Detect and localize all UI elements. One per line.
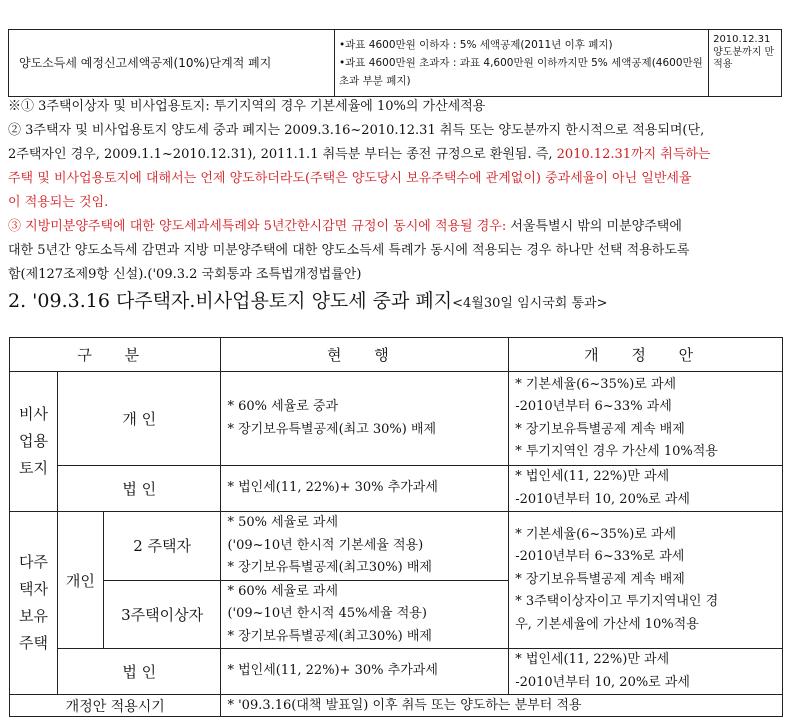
multi-label-3: 보유 (18, 607, 48, 625)
text-line: * 3주택이상자이고 투기지역내인 경 (515, 594, 719, 610)
text-line: * 기본세율(6~35%)로 과세 (515, 376, 677, 392)
land-category-label (10, 372, 58, 512)
apply-timing-text (221, 695, 783, 717)
tax-credit-detail (334, 30, 708, 97)
land-individual-current (221, 372, 509, 466)
land-label-1: 비사 (18, 405, 48, 423)
note-2-line-4: 이 적용되는 것임. (8, 195, 109, 210)
text-line: -2010년부터 6~33% 과세 (515, 399, 672, 414)
text-line: ('09~10년 한시적 기본세율 적용) (227, 537, 424, 553)
text-line: * 투기지역인 경우 가산세 10%적용 (515, 444, 718, 459)
detail-line-1: •과표 4600만원 이하자 : 5% 세액공제(2011년 이후 폐지) (338, 39, 613, 51)
tax-credit-table (8, 29, 782, 97)
personal-label: 개인 (57, 512, 103, 649)
note-3-line-2: 대한 5년간 양도소득세 감면과 지방 미분양주택에 대한 양도소득세 특례가 동시에 적용되는 경우 하나만 선택 적용하도록 (8, 243, 690, 258)
note-2-line-3: 주택 및 비사업용토지에 대해서는 언제 양도하더라도(주택은 양도당시 보유주택수에 관계없이) 중과세율이 아닌 일반세율 (8, 171, 692, 186)
text-line: 우, 기본세율에 가산세 10%적용 (515, 616, 699, 632)
note-3-text: 서울특별시 밖의 미분양주택에 (510, 219, 682, 234)
text-line: * 50% 세율로 과세 (227, 515, 339, 530)
multi-label-4: 주택 (18, 634, 48, 652)
land-corporate-current (221, 466, 509, 512)
text-line: * 장기보유특별공제(최고30%) 배제 (227, 560, 432, 575)
header-category: 구 분 (10, 338, 221, 372)
land-corporate-label: 법 인 (57, 466, 221, 512)
note-2-line-1: ② 3주택자 및 비사업용토지 양도세 중과 폐지는 2009.3.16~2010.12.31 취득 또는 양도분까지 한시적으로 적용되며(단, (8, 123, 705, 138)
multi-label-2: 택자 (18, 580, 48, 598)
note-3-line-3: 함(제127조제9항 신설).('09.3.2 국회통과 조특법개정법률안) (8, 267, 362, 282)
text-line: * 장기보유특별공제(최고30%) 배제 (227, 628, 432, 644)
apply-timing-label: 개정안 적용시기 (10, 695, 221, 717)
land-individual-revised (509, 372, 783, 466)
tax-credit-date-note: 2010.12.31 양도분까지 만 적용 (709, 30, 782, 97)
three-house-current (221, 580, 509, 649)
text-line: * 장기보유특별공제(최고 30%) 배제 (227, 421, 437, 437)
text-line: * 기본세율(6~35%)로 과세 (515, 526, 677, 542)
detail-line-2: •과표 4600만원 초과자 : 과표 4,600만원 이하까지만 5% 세액공제(4600만원 초과 부분 폐지) (338, 57, 703, 87)
note-2-line-2 (8, 143, 784, 167)
two-house-current (221, 512, 509, 581)
text-line: * 장기보유특별공제 계속 배제 (515, 571, 685, 587)
tax-reform-table (9, 337, 783, 717)
header-revised: 개 정 안 (509, 338, 783, 372)
multi-house-category-label (10, 512, 58, 695)
text-line: * '09.3.16(대책 발표일) 이후 취득 또는 양도하는 분부터 적용 (227, 697, 582, 713)
multi-label-1: 다주 (18, 553, 48, 571)
land-label-2: 업용 (18, 432, 48, 450)
header-current: 현 행 (221, 338, 509, 372)
note-2-highlight: 2010.12.31까지 취득하는 (556, 147, 711, 162)
text-line: * 60% 세율로 중과 (227, 399, 339, 414)
section-title: 2. '09.3.16 다주택자.비사업용토지 양도세 중과 폐지 (8, 290, 453, 312)
three-house-label: 3주택이상자 (103, 580, 221, 649)
text-line: * 법인세(11, 22%)만 과세 (515, 469, 670, 484)
land-label-3: 토지 (18, 459, 48, 477)
section-heading (8, 286, 607, 313)
tax-credit-title: 양도소득세 예정신고세액공제(10%)단계적 폐지 (9, 30, 335, 97)
text-line: * 장기보유특별공제 계속 배제 (515, 421, 685, 437)
note-3-line-1 (8, 215, 784, 239)
note-3-highlight: ③ 지방미분양주택에 대한 양도세과세특례와 5년간한시감면 규정이 동시에 적용될 경우: (8, 219, 511, 234)
text-line: * 법인세(11, 22%)+ 30% 추가과세 (227, 480, 438, 496)
personal-revised (509, 512, 783, 649)
multi-corporate-current (221, 649, 509, 695)
multi-corporate-label: 법 인 (57, 649, 221, 695)
two-house-label: 2 주택자 (103, 512, 221, 581)
text-line: * 60% 세율로 과세 (227, 583, 339, 599)
land-individual-label: 개 인 (57, 372, 221, 466)
note-1: ※① 3주택이상자 및 비사업용토지: 투기지역의 경우 기본세율에 10%의 가산세적용 (8, 99, 486, 114)
text-line: * 법인세(11, 22%)만 과세 (515, 652, 670, 667)
text-line: -2010년부터 10, 20%로 과세 (515, 674, 690, 690)
note-2-text: 2주택자인 경우, 2009.1.1~2010.12.31), 2011.1.1 취득분 부터는 종전 규정으로 환원됨. 즉, (8, 147, 557, 162)
multi-corporate-revised (509, 649, 783, 695)
text-line: -2010년부터 6~33%로 과세 (515, 549, 685, 565)
text-line: -2010년부터 10, 20%로 과세 (515, 491, 690, 507)
notes-block (8, 95, 784, 287)
section-subtitle: <4월30일 임시국회 통과> (452, 296, 608, 311)
land-corporate-revised (509, 466, 783, 512)
text-line: ('09~10년 한시적 45%세율 적용) (227, 606, 427, 621)
text-line: * 법인세(11, 22%)+ 30% 추가과세 (227, 663, 438, 679)
